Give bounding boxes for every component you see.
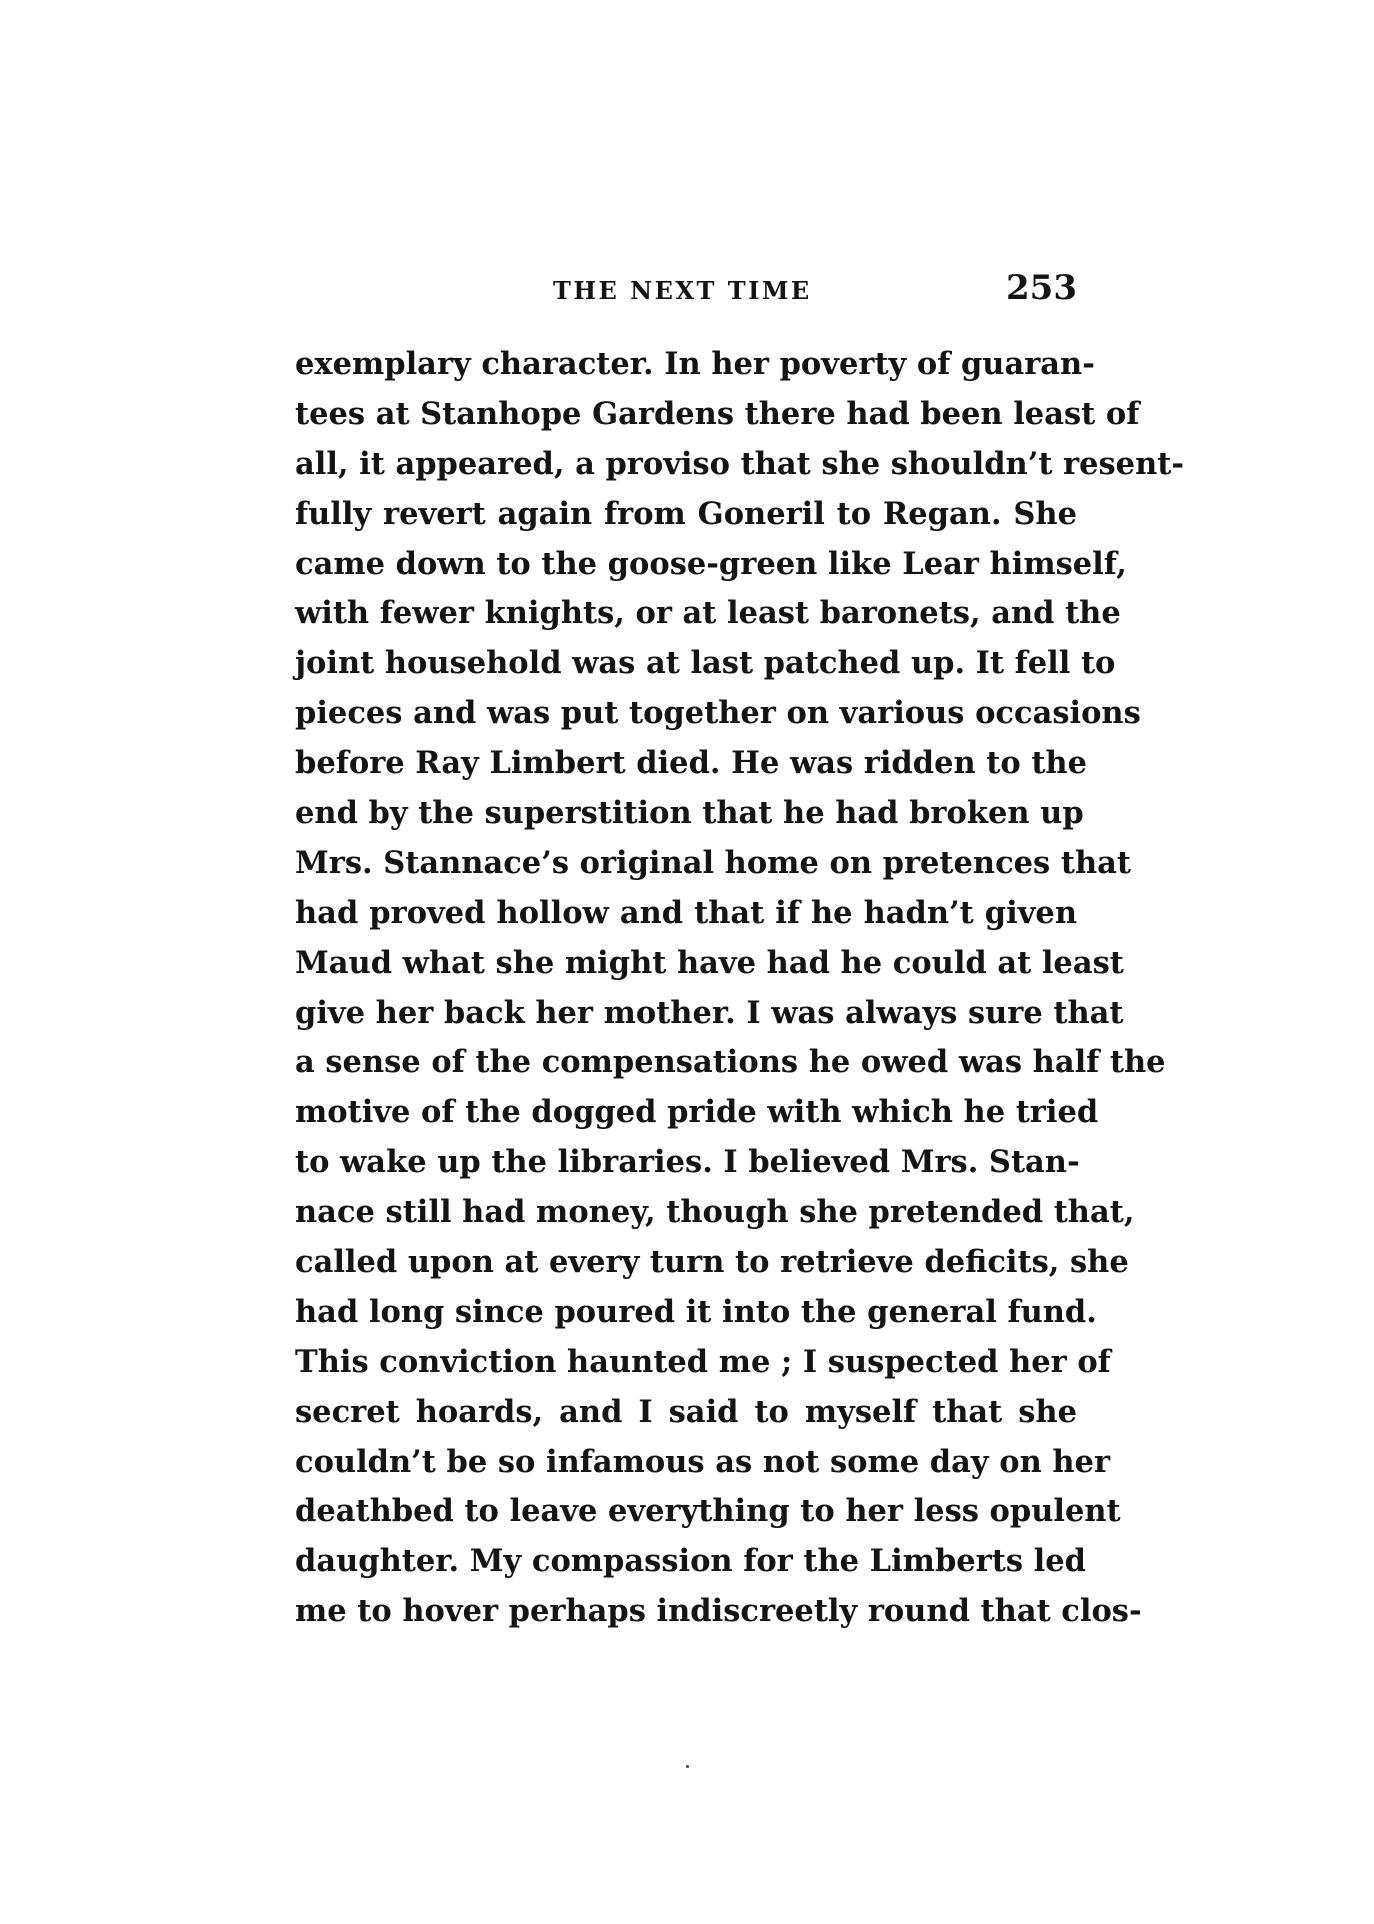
text-line: called upon at every turn to retrieve deficits, she	[295, 1244, 1129, 1281]
text-line: Mrs. Stannace’s original home on pretences that	[295, 844, 1131, 881]
page-number: 253	[1006, 268, 1077, 308]
text-line: pieces and was put together on various occasions	[295, 695, 1141, 732]
text-line: This conviction haunted me ; I suspected her of	[295, 1343, 1111, 1380]
text-line: had proved hollow and that if he hadn’t given	[295, 894, 1077, 931]
text-line: deathbed to leave everything to her less opulent	[295, 1493, 1121, 1530]
text-line: before Ray Limbert died. He was ridden to the	[295, 745, 1088, 782]
text-line: nace still had money, though she pretended that,	[295, 1194, 1135, 1231]
text-line: all, it appeared, a proviso that she shouldn’t resent-	[295, 445, 1184, 482]
print-speck	[686, 1765, 689, 1768]
text-line: fully revert again from Goneril to Regan. She	[295, 495, 1077, 532]
text-line: motive of the dogged pride with which he tried	[295, 1094, 1099, 1131]
text-line: joint household was at last patched up. It fell to	[295, 645, 1116, 682]
text-line: exemplary character. In her poverty of guaran-	[295, 346, 1095, 382]
running-head	[295, 268, 1077, 318]
text-line: tees at Stanhope Gardens there had been least of	[295, 395, 1140, 432]
text-line: end by the superstition that he had broken up	[295, 795, 1084, 832]
text-line: with fewer knights, or at least baronets, and the	[295, 595, 1121, 632]
text-line: a sense of the compensations he owed was half the	[295, 1044, 1166, 1081]
body-text	[295, 340, 1184, 1637]
text-line: me to hover perhaps indiscreetly round that clos-	[295, 1593, 1142, 1630]
text-line: secret hoards, and I said to myself that she	[295, 1393, 1077, 1430]
text-line: to wake up the libraries. I believed Mrs. Stan-	[295, 1144, 1080, 1181]
text-line: Maud what she might have had he could at least	[295, 944, 1124, 981]
text-line: give her back her mother. I was always sure that	[295, 994, 1124, 1031]
text-line: came down to the goose-green like Lear himself,	[295, 545, 1127, 582]
text-line: had long since poured it into the general fund.	[295, 1293, 1097, 1330]
running-title: THE NEXT TIME	[553, 276, 812, 305]
text-line: couldn’t be so infamous as not some day on her	[295, 1443, 1111, 1480]
text-line: daughter. My compassion for the Limberts led	[295, 1543, 1086, 1580]
